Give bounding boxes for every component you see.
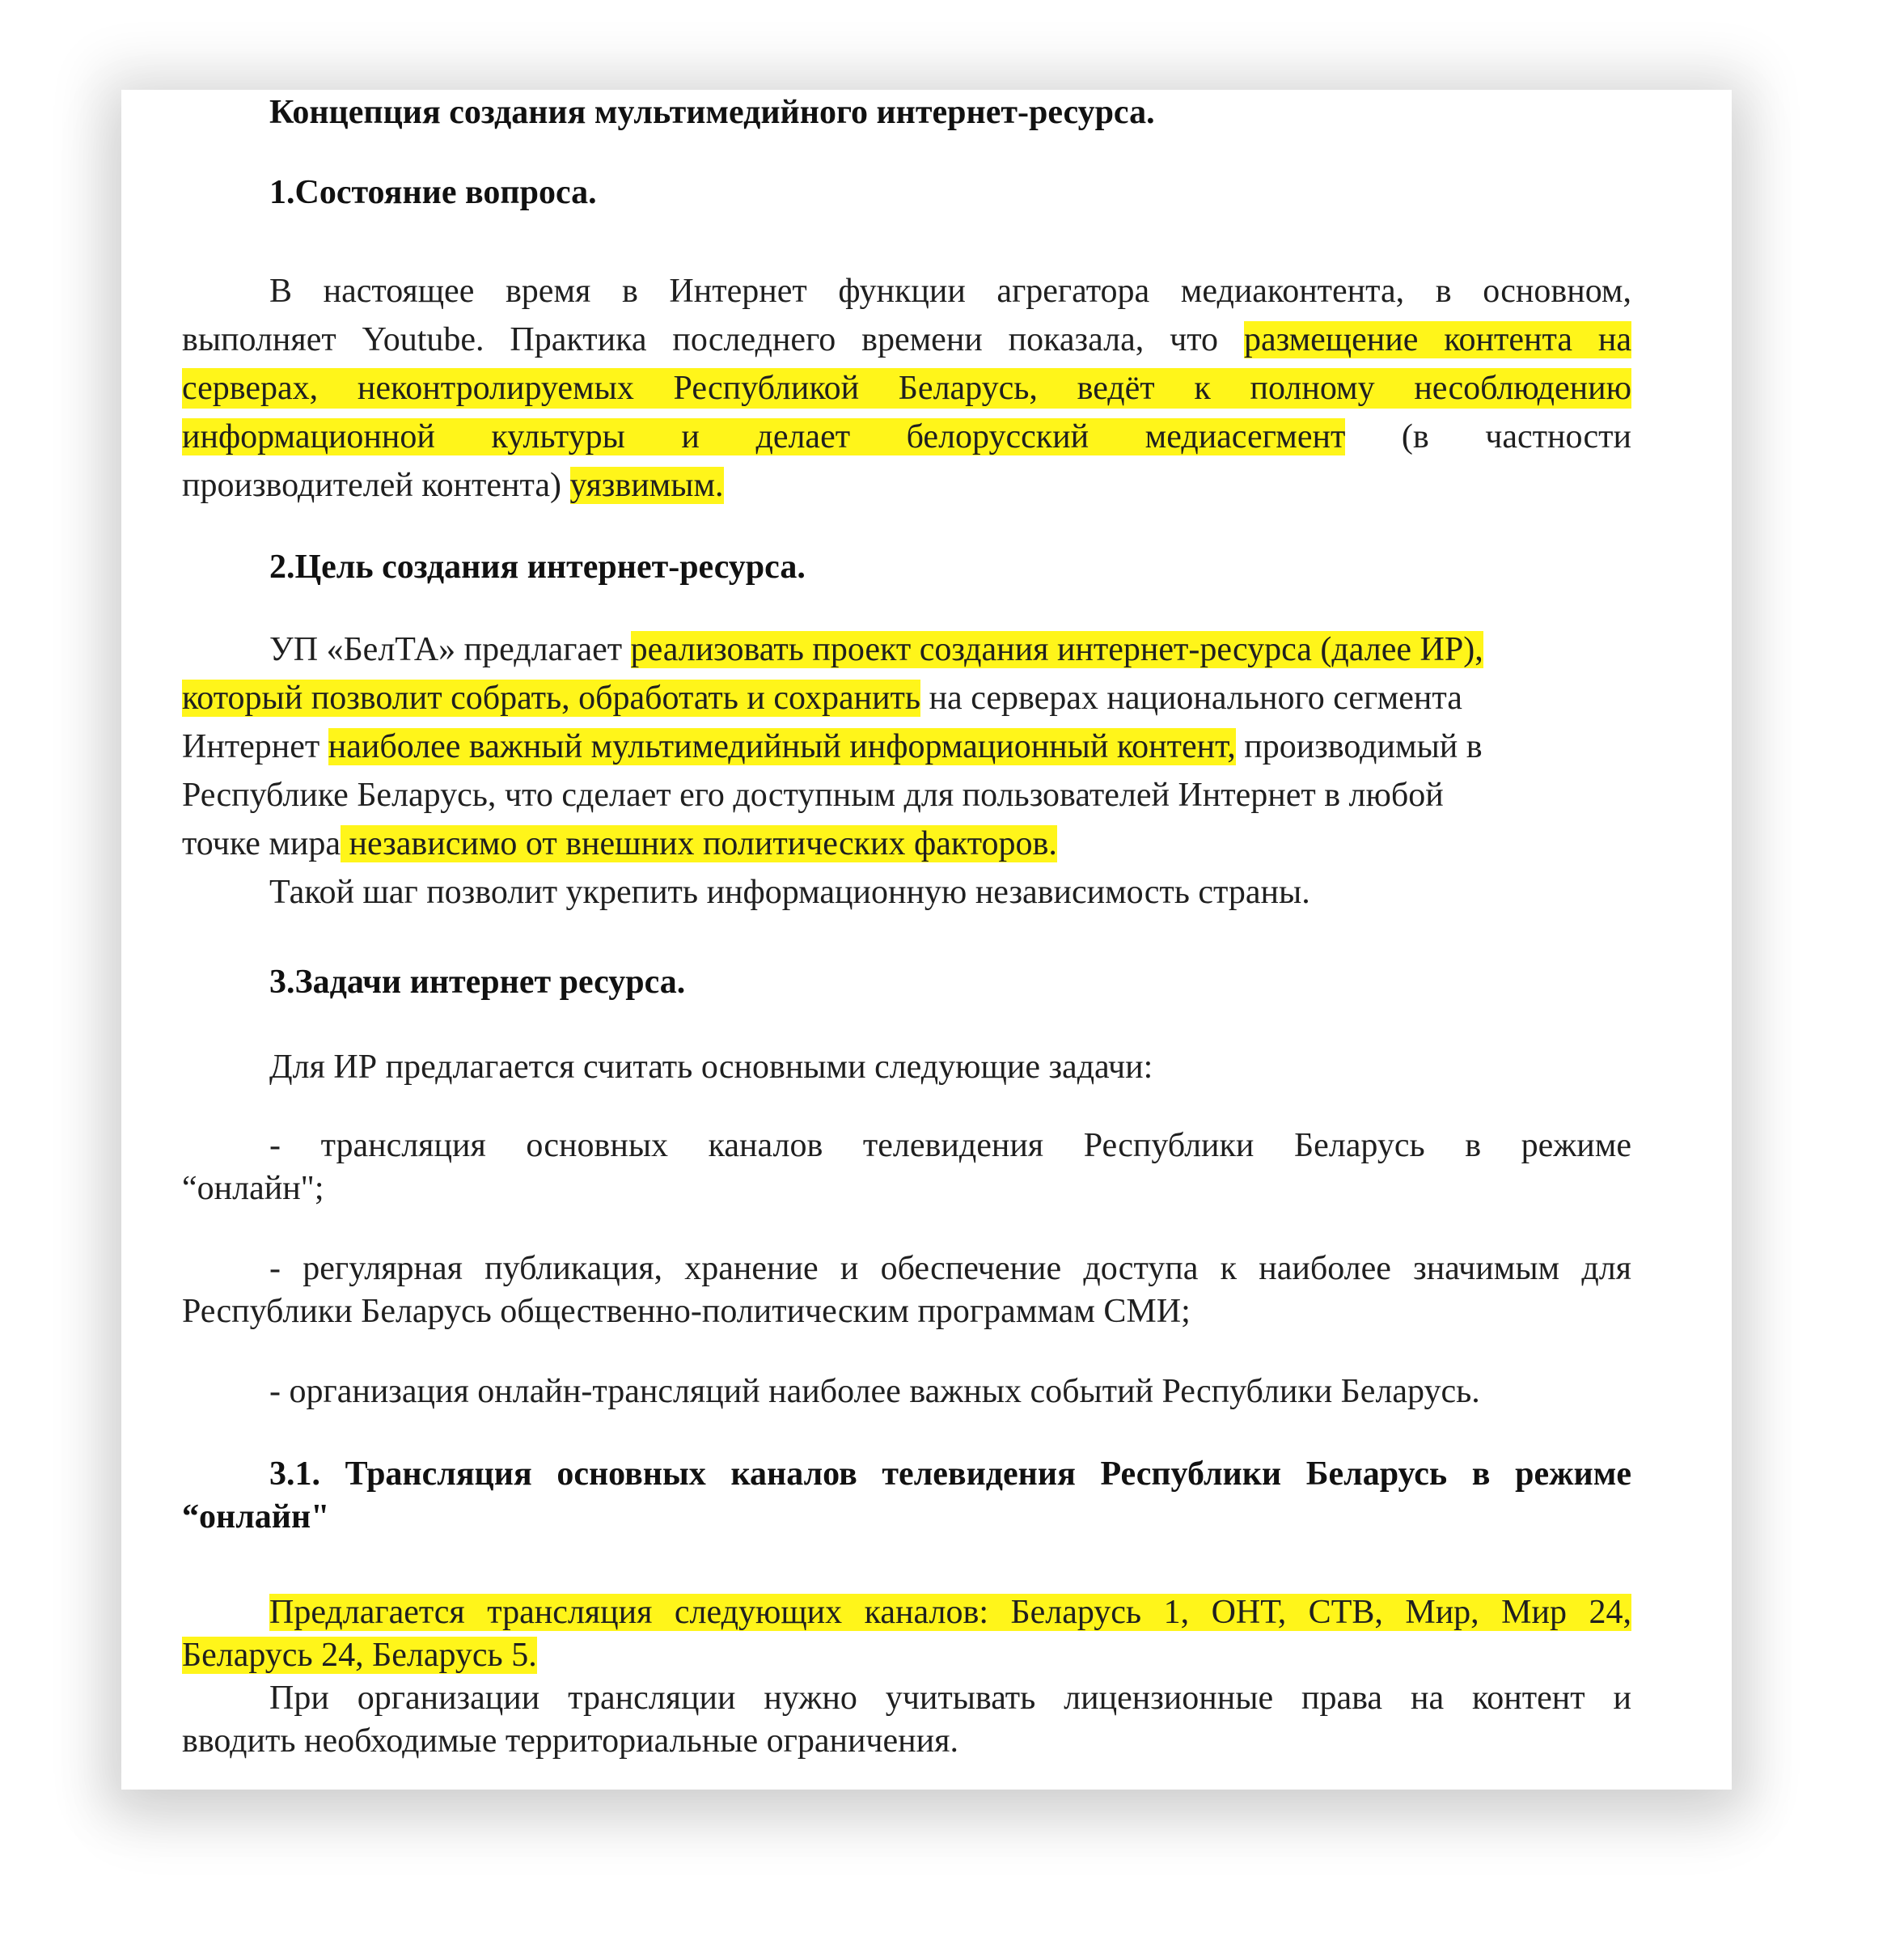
paragraph-line [182, 465, 1631, 506]
section-heading-3: 3.Задачи интернет ресурса. [269, 964, 686, 1001]
paragraph-line [182, 320, 1631, 360]
text-run: производителей контента) [182, 467, 570, 504]
list-item: “онлайн"; [182, 1170, 324, 1207]
list-item: - организация онлайн-трансляций наиболее важных событий Республики Беларусь. [269, 1373, 1480, 1410]
text-run: точке мира [182, 825, 341, 862]
paragraph-line [182, 629, 1631, 670]
paragraph-line [182, 1592, 1631, 1633]
highlighted-text: уязвимым. [569, 467, 724, 504]
section-heading-1: 1.Состояние вопроса. [269, 174, 597, 211]
text-run: производимый в [1235, 728, 1483, 765]
section-heading-3-1: 3.1. Трансляция основных каналов телевидения Республики Беларусь в режиме [269, 1455, 1631, 1493]
highlighted-text: размещение контента на [1243, 321, 1632, 358]
highlighted-text: наиболее важный мультимедийный информационный контент, [328, 728, 1236, 765]
paragraph-line [182, 678, 1631, 718]
highlighted-text: который позволит собрать, обработать и сохранить [182, 680, 921, 717]
list-item: - трансляция основных каналов телевидения Республики Беларусь в режиме [269, 1127, 1631, 1164]
paragraph-line [182, 727, 1631, 767]
paragraph-line [182, 1635, 1631, 1675]
paragraph-line [182, 824, 1631, 864]
paragraph-line: В настоящее время в Интернет функции агрегатора медиаконтента, в основном, [269, 273, 1631, 310]
text-run: (в частности [1345, 418, 1632, 455]
highlighted-text: информационной культуры и делает белорусский медиасегмент [182, 418, 1346, 455]
paragraph-line: Республике Беларусь, что сделает его доступным для пользователей Интернет в любой [182, 777, 1444, 814]
paragraph-line: Такой шаг позволит укрепить информационную независимость страны. [269, 874, 1310, 911]
section-heading-3-1: “онлайн" [182, 1498, 330, 1536]
section-heading-2: 2.Цель создания интернет-ресурса. [269, 549, 806, 586]
list-item: - регулярная публикация, хранение и обеспечение доступа к наиболее значимым для [269, 1250, 1631, 1287]
text-run: Интернет [182, 728, 328, 765]
highlighted-text: Беларусь 24, Беларусь 5. [182, 1637, 537, 1674]
paragraph-line [182, 417, 1631, 457]
text-run: УП «БелТА» предлагает [269, 631, 631, 668]
list-item: Республики Беларусь общественно-политическим программам СМИ; [182, 1293, 1191, 1330]
paragraph-line: При организации трансляции нужно учитывать лицензионные права на контент и [269, 1680, 1631, 1717]
highlighted-text: независимо от внешних политических факторов. [341, 825, 1057, 862]
paragraph-line: Для ИР предлагается считать основными следующие задачи: [269, 1048, 1153, 1086]
document-title: Концепция создания мультимедийного интернет-ресурса. [269, 94, 1155, 131]
text-run: на серверах национального сегмента [920, 680, 1462, 717]
highlighted-text: серверах, неконтролируемых Республикой Беларусь, ведёт к полному несоблюдению [182, 368, 1631, 409]
highlighted-text: Предлагается трансляция следующих каналов: Беларусь 1, ОНТ, СТВ, Мир, Мир 24, [269, 1594, 1631, 1631]
document-page [121, 90, 1732, 1790]
paragraph-line: вводить необходимые территориальные ограничения. [182, 1722, 958, 1760]
highlighted-text: реализовать проект создания интернет-ресурса (далее ИР), [630, 631, 1483, 668]
text-run: выполняет Youtube. Практика последнего времени показала, что [182, 321, 1244, 358]
